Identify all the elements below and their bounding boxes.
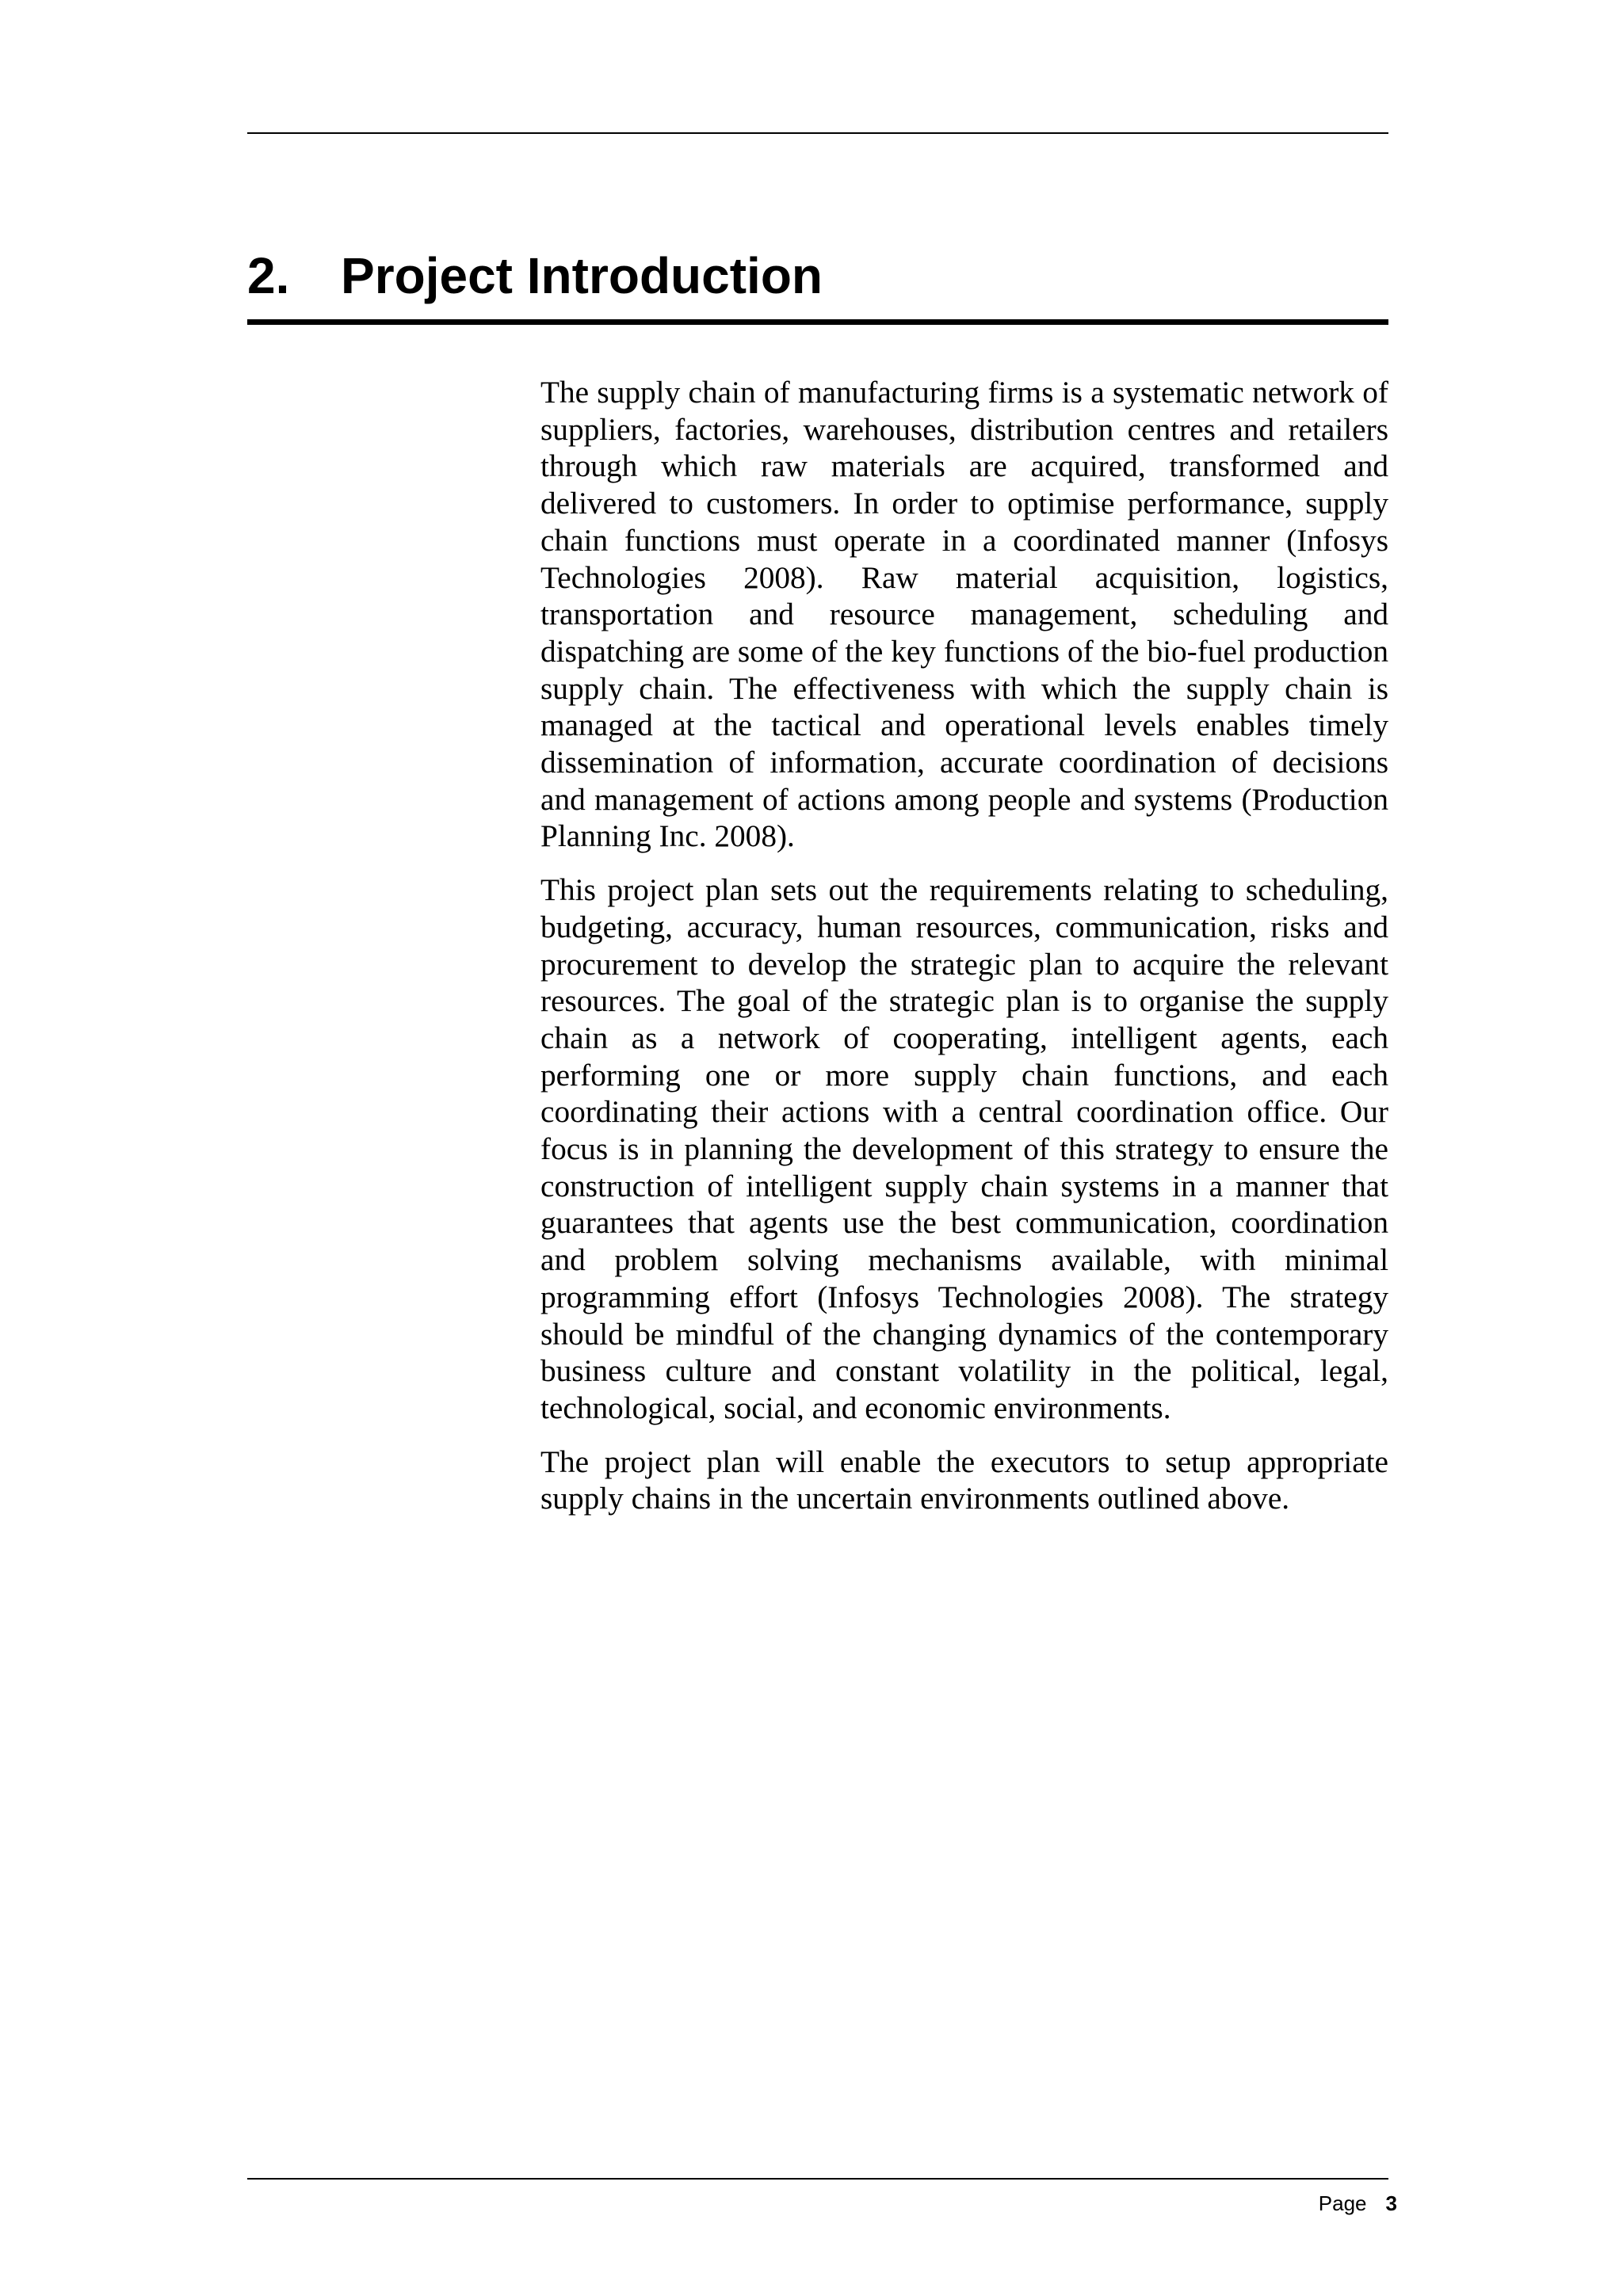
- paragraph-1: The supply chain of manufacturing firms is a systematic network of suppliers, factories, warehouses, distribution centres and retailers through which raw materials are acquired, transformed and delivered to customers. In order to optimise performance, supply chain functions must operate in a coordinated manner (Infosys Technologies 2008). Raw material acquisition, logistics, transportation and resource management, scheduling and dispatching are some of the key functions of the bio-fuel production supply chain. The effectiveness with which the supply chain is managed at the tactical and operational levels enables timely dissemination of information, accurate coordination of decisions and management of actions among people and systems (Production Planning Inc. 2008).: [540, 375, 1388, 854]
- section-number: 2.: [247, 247, 290, 304]
- page-footer: [1319, 2191, 1397, 2216]
- section-title: Project Introduction: [341, 247, 823, 304]
- paragraph-3: The project plan will enable the executors to setup appropriate supply chains in the uncertain environments outlined above.: [540, 1444, 1388, 1516]
- heading-rule: [247, 319, 1388, 325]
- page-label: Page: [1318, 2191, 1367, 2215]
- header-rule: [247, 132, 1388, 134]
- page-number: 3: [1385, 2191, 1397, 2215]
- footer-rule: [247, 2178, 1388, 2180]
- paragraph-2: This project plan sets out the requirements relating to scheduling, budgeting, accuracy, human resources, communication, risks and procurement to develop the strategic plan to acquire the relevant resources. The goal of the strategic plan is to organise the supply chain as a network of cooperating, intelligent agents, each performing one or more supply chain functions, and each coordinating their actions with a central coordination office. Our focus is in planning the development of this strategy to ensure the construction of intelligent supply chain systems in a manner that guarantees that agents use the best communication, coordination and problem solving mechanisms available, with minimal programming effort (Infosys Technologies 2008). The strategy should be mindful of the changing dynamics of the contemporary business culture and constant volatility in the political, legal, technological, social, and economic environments.: [540, 872, 1388, 1425]
- body-text: [540, 374, 1388, 1517]
- section-heading: [247, 244, 1388, 307]
